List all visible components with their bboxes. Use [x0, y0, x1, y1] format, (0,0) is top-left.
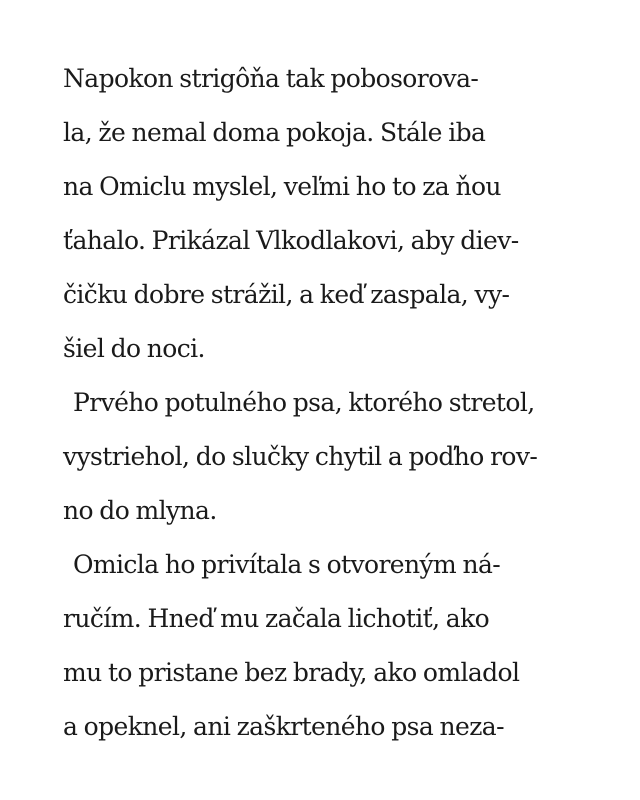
- text-line: la, že nemal doma pokoja. Stále iba: [63, 118, 486, 147]
- text-line: Napokon strigôňa tak pobosorova-: [63, 64, 479, 93]
- text-line: mu to pristane bez brady, ako omladol: [63, 658, 520, 687]
- text-body: [63, 52, 583, 754]
- paragraph-start-line: Omicla ho privítala s otvoreným ná-: [73, 550, 501, 579]
- text-line: no do mlyna.: [63, 496, 217, 525]
- text-line: na Omiclu myslel, veľmi ho to za ňou: [63, 172, 501, 201]
- text-line: šiel do noci.: [63, 334, 205, 363]
- text-line: vystriehol, do slučky chytil a poďho rov-: [63, 442, 538, 471]
- paragraph-start-line: Prvého potulného psa, ktorého stretol,: [73, 388, 535, 417]
- text-line: čičku dobre strážil, a keď zaspala, vy-: [63, 280, 510, 309]
- text-line: a opeknel, ani zaškrteného psa neza-: [63, 712, 504, 741]
- text-line: ručím. Hneď mu začala lichotiť, ako: [63, 604, 490, 633]
- text-line: ťahalo. Prikázal Vlkodlakovi, aby diev-: [63, 226, 519, 255]
